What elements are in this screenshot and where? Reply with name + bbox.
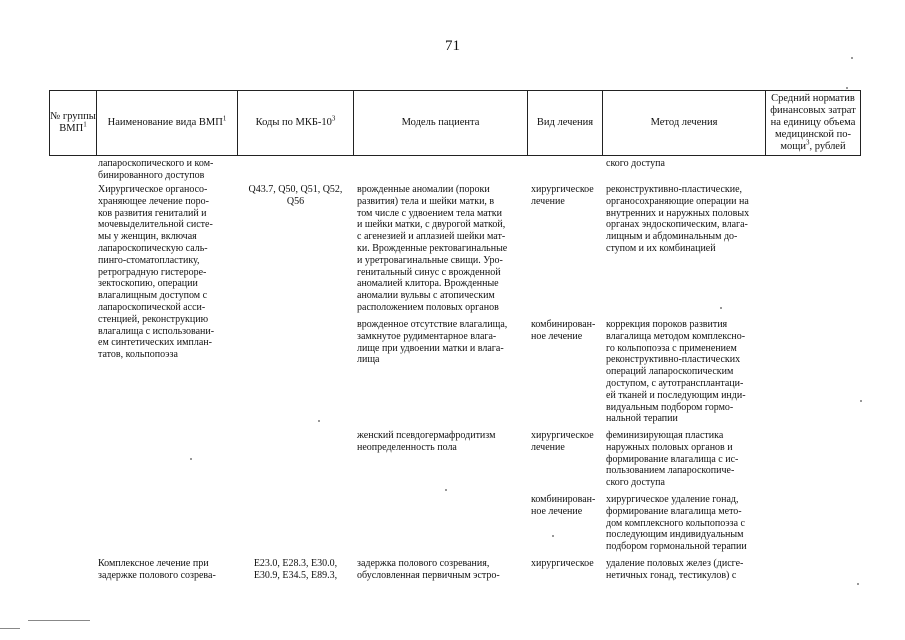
cell-treatment-type-1: хирургическое лечение xyxy=(531,184,594,207)
scan-speck xyxy=(552,535,554,537)
cell-treatment-method-3: феминизирующая пластика наружных половых органов и формирование влагалища с ис- пользованием лапароскопиче- ского доступа xyxy=(606,430,739,489)
table-header-bottom-border xyxy=(49,155,861,156)
cell-patient-model-5: задержка полового созревания, обусловленная первичным эстро- xyxy=(357,558,500,581)
cell-treatment-method-1: реконструктивно-пластические, органосохраняющие операции на внутренних и наружных половых органах эндоскопическим, влага- лищным и абдоминальным до- ступом и их комбинацией xyxy=(606,184,750,254)
header-icd-codes: Коды по МКБ-$10^3$ xyxy=(255,114,336,128)
header-cost-norm: Средний норматив финансовых затрат на единицу объема медицинской по-мощи$^3$, рублей xyxy=(770,93,856,152)
cell-patient-model-2: врожденное отсутствие влагалища, замкнутое рудиментарное влага- лище при удвоении матки и влага- лища xyxy=(357,319,508,366)
header-treatment-method: Метод лечения xyxy=(650,117,718,128)
header-vmp-name: Наименование вида ВМП$^1$ xyxy=(107,114,227,128)
scan-speck xyxy=(318,420,320,422)
cell-vmp-name-5: Комплексное лечение при задержке полового созрева- xyxy=(98,558,216,581)
header-group-number: № группы ВМП$^1$ xyxy=(50,111,96,134)
cell-name-continued: лапароскопического и ком- бинированного доступов xyxy=(98,158,214,181)
scan-speck xyxy=(846,87,848,89)
cell-icd-codes-5: E23.0, E28.3, E30.0, E30.9, E34.5, E89.3, xyxy=(253,558,338,581)
cell-treatment-type-2: комбинирован- ное лечение xyxy=(531,319,596,342)
scan-speck xyxy=(190,458,192,460)
cell-treatment-type-3: хирургическое лечение xyxy=(531,430,594,453)
scan-speck xyxy=(720,307,722,309)
cell-method-continued: ского доступа xyxy=(606,158,665,169)
scan-mark xyxy=(28,620,90,621)
scan-speck xyxy=(857,583,859,585)
cell-treatment-type-4: комбинирован- ное лечение xyxy=(531,494,596,517)
scan-speck xyxy=(851,57,853,59)
cell-treatment-method-4: хирургическое удаление гонад, формирование влагалища мето- дом комплексного кольпопоэза с последующим индивидуальным подбором гормональной терапии xyxy=(606,494,747,553)
cell-treatment-method-2: коррекция пороков развития влагалища методом комплексно- го кольпопоэза с применением реконструктивно-пластических операций лапароскопическим доступом, с аутотрансплантаци- ей тканей и последующим инди- видуальным подбором гормо- нальной терапии xyxy=(606,319,746,425)
table-top-border xyxy=(49,90,861,91)
cell-treatment-method-5: удаление половых желез (дисге- нетичных гонад, тестикулов) с xyxy=(606,558,744,581)
cell-patient-model-1: врожденные аномалии (пороки развития) тела и шейки матки, в том числе с удвоением тела матки и шейки матки, с двурогой маткой, с агенезией и аплазией шейки мат- ки. Врожденные ректовагинальные и уретровагинальные свищи. Уро- генитальный синус с врожденной аномалией клитора. Врожденные аномалии вульвы с атопическим расположением половых органов xyxy=(357,184,508,313)
scan-speck xyxy=(445,489,447,491)
header-patient-model: Модель пациента xyxy=(401,117,480,128)
table-right-border xyxy=(860,90,861,156)
scan-speck xyxy=(860,400,862,402)
cell-icd-codes-1: Q43.7, Q50, Q51, Q52, Q56 xyxy=(248,184,343,207)
cell-vmp-name-1: Хирургическое органосо- храняющее лечение поро- ков развития гениталий и мочевыделительной систе- мы у женщин, включая лапароскопическую саль- пинго-стоматопластику, ретроградную гистероре- зектоскопию, операции влагалищным доступом с лапароскопической асси- стенцией, реконструкцию влагалища с использовани- ем синтетических имплан- татов, кольпопоэза xyxy=(98,184,215,361)
scan-mark xyxy=(0,628,20,629)
header-treatment-type: Вид лечения xyxy=(536,117,594,128)
page-number: 71 xyxy=(445,38,460,54)
cell-patient-model-3: женский псевдогермафродитизм неопределенность пола xyxy=(357,430,496,453)
cell-treatment-type-5: хирургическое xyxy=(531,558,594,569)
